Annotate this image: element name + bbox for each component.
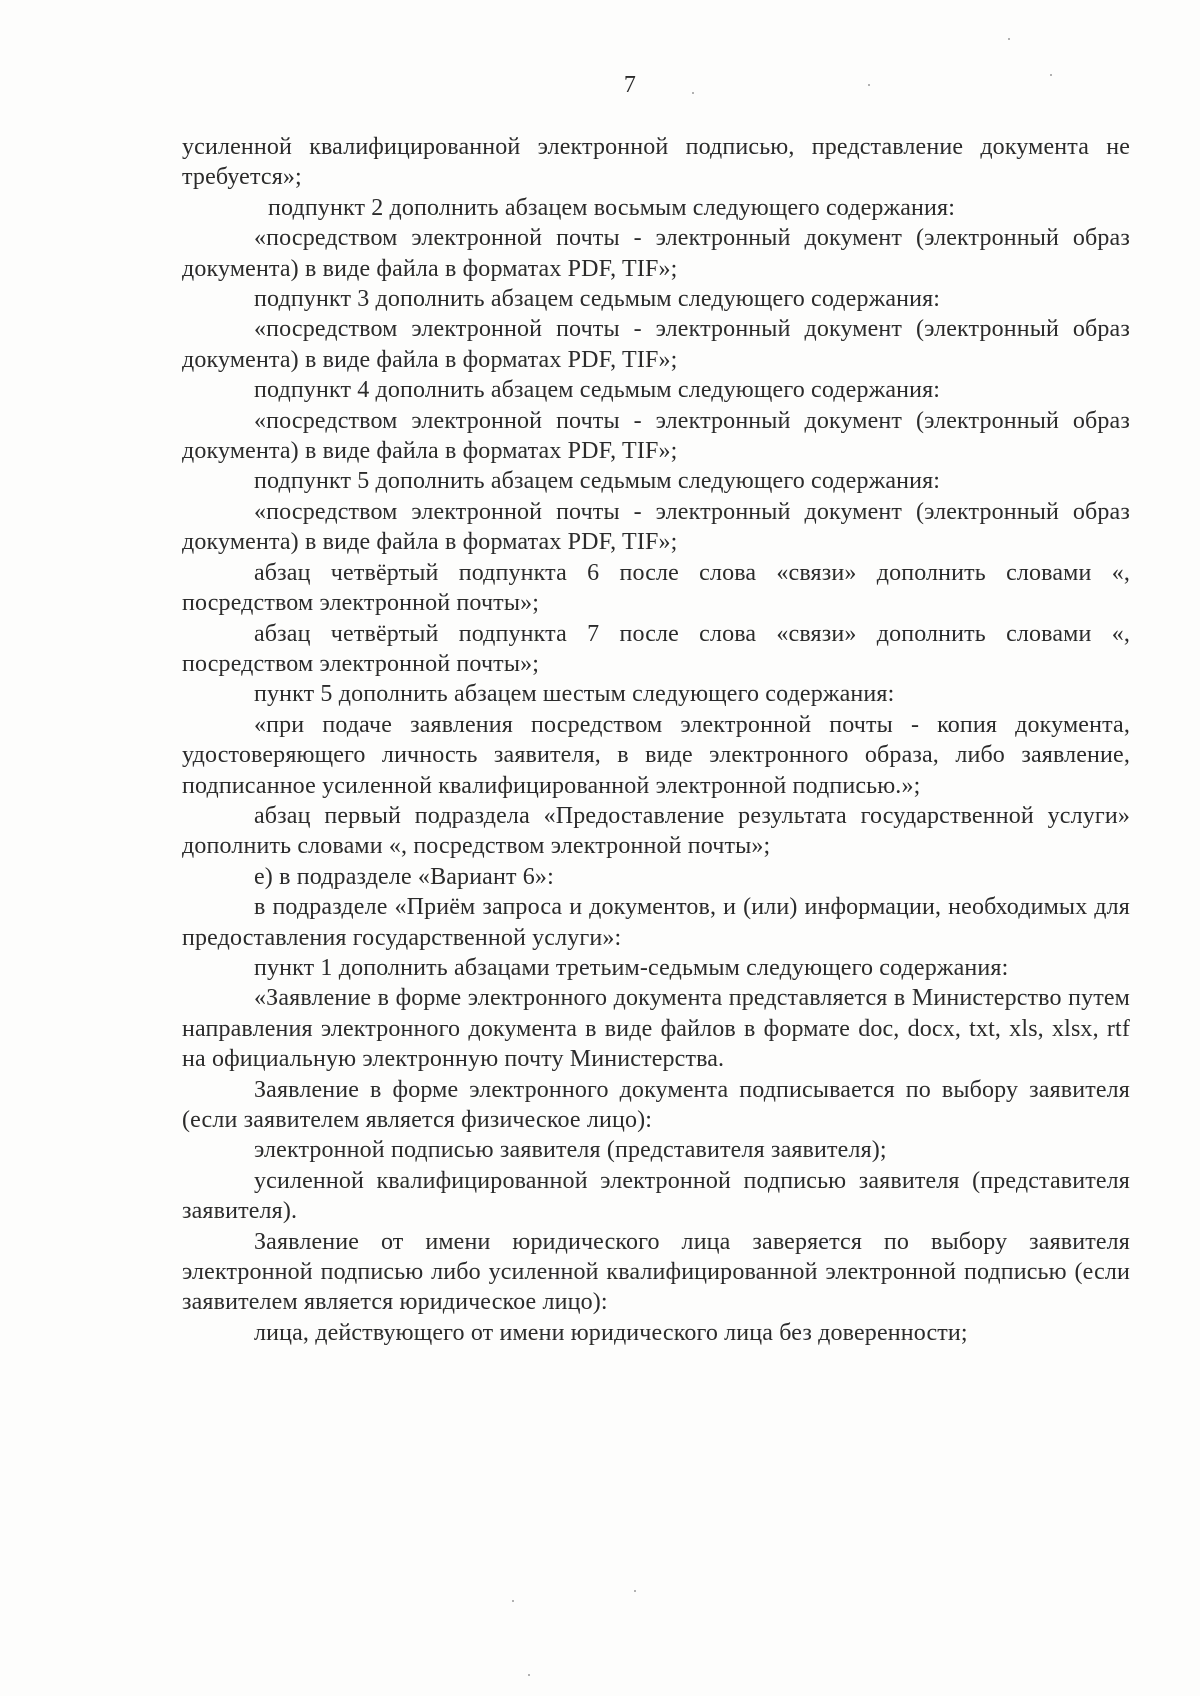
paragraph: подпункт 2 дополнить абзацем восьмым следующего содержания:	[268, 194, 956, 221]
paragraph: электронной подписью заявителя (представителя заявителя);	[254, 1137, 887, 1164]
scan-speck	[1008, 38, 1010, 40]
paragraph: в подразделе «Приём запроса и документов, и (или) информации, необходимых для предоставления государственной услуги»:	[182, 894, 1130, 951]
paragraph: усиленной квалифицированной электронной подписью, представление документа не требуется»;	[182, 134, 1130, 191]
scan-speck	[634, 1590, 636, 1592]
paragraph: подпункт 3 дополнить абзацем седьмым следующего содержания:	[254, 286, 941, 313]
paragraph: абзац четвёртый подпункта 6 после слова «связи» дополнить словами «, посредством электронной почты»;	[182, 559, 1130, 617]
paragraph: е) в подразделе «Вариант 6»:	[254, 863, 554, 890]
paragraph: Заявление от имени юридического лица заверяется по выбору заявителя электронной подписью либо усиленной квалифицированной электронной подписью (если заявителем является юридическое лицо):	[182, 1228, 1130, 1316]
paragraph: «посредством электронной почты - электронный документ (электронный образ документа) в виде файла в форматах PDF, TIF»;	[182, 316, 1130, 373]
document-body	[182, 132, 1130, 1348]
paragraph: «при подаче заявления посредством электронной почты - копия документа, удостоверяющего личность заявителя, в виде электронного образа, либо заявление, подписанное усиленной квалифицированной электронной подписью.»;	[182, 711, 1130, 799]
scan-speck	[692, 92, 694, 94]
paragraph: подпункт 4 дополнить абзацем седьмым следующего содержания:	[254, 377, 941, 404]
paragraph: пункт 5 дополнить абзацем шестым следующего содержания:	[254, 681, 895, 708]
scan-speck	[512, 1600, 514, 1602]
paragraph: «посредством электронной почты - электронный документ (электронный образ документа) в виде файла в форматах PDF, TIF»;	[182, 407, 1130, 465]
scan-speck	[528, 1674, 530, 1676]
paragraph: абзац первый подраздела «Предоставление результата государственной услуги» дополнить словами «, посредством электронной почты»;	[182, 802, 1130, 860]
scan-speck	[868, 84, 870, 86]
paragraph: Заявление в форме электронного документа подписывается по выбору заявителя (если заявителем является физическое лицо):	[182, 1076, 1130, 1133]
paragraph: пункт 1 дополнить абзацами третьим-седьмым следующего содержания:	[254, 954, 1009, 981]
paragraph: усиленной квалифицированной электронной подписью заявителя (представителя заявителя).	[182, 1167, 1130, 1225]
paragraph: абзац четвёртый подпункта 7 после слова «связи» дополнить словами «, посредством электронной почты»;	[182, 620, 1130, 677]
scan-speck	[1050, 74, 1052, 76]
page-number: 7	[623, 72, 637, 98]
paragraph: «Заявление в форме электронного документа представляется в Министерство путем направления электронного документа в виде файлов в формате doc, docx, txt, xls, xlsx, rtf на официальную электронную почту Министерства.	[182, 985, 1130, 1073]
paragraph: «посредством электронной почты - электронный документ (электронный образ документа) в виде файла в форматах PDF, TIF»;	[182, 498, 1130, 556]
paragraph: подпункт 5 дополнить абзацем седьмым следующего содержания:	[254, 468, 941, 495]
paragraph: «посредством электронной почты - электронный документ (электронный образ документа) в виде файла в форматах PDF, TIF»;	[182, 225, 1130, 282]
paragraph: лица, действующего от имени юридического лица без доверенности;	[254, 1319, 968, 1346]
